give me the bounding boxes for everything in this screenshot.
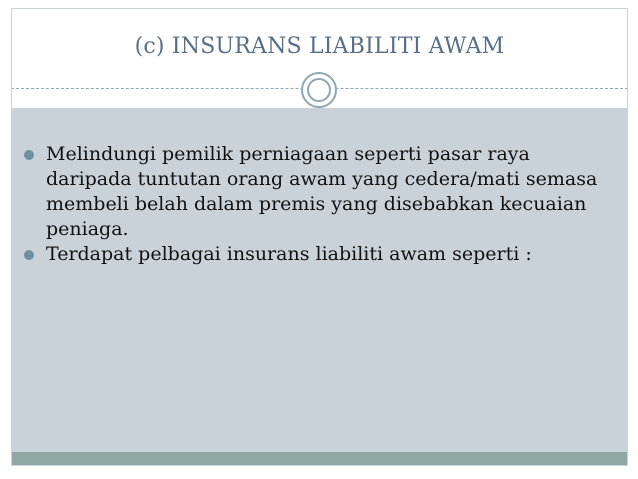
bullet-text: Terdapat pelbagai insurans liabiliti awam seperti : xyxy=(46,243,532,265)
bullet-text: Melindungi pemilik perniagaan seperti pasar raya daripada tuntutan orang awam yang cedera/mati semasa membeli belah dalam premis yang disebabkan kecuaian peniaga. xyxy=(46,143,598,240)
slide-frame xyxy=(11,8,628,466)
slide-title: (c) INSURANS LIABILITI AWAM xyxy=(134,34,505,59)
